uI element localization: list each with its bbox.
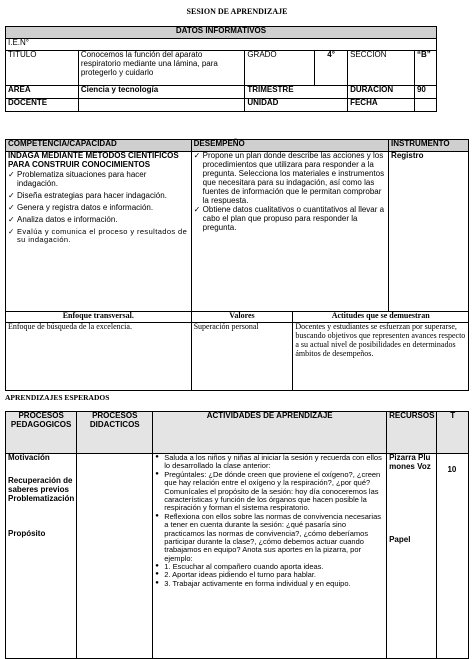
area-value: Ciencia y tecnología [78, 86, 244, 99]
duracion-label: DURACION [348, 86, 415, 99]
capacity-item: ✓ Genera y registra datos e información. [8, 204, 189, 213]
proceso-item: Motivación [8, 453, 50, 462]
actividad-item: ● Reflexiona con ellos sobre las normas de convivencia necesarias a tener en cuenta durante la sesión: ¿qué pasaría sino practicamos las normas de convivencia?, ¿cómo deberíamos participar durante la clase?, ¿cómo debemos actuar cuando trabajamos en equipo? Anota sus aportes en la pizarra, por ejemplo: [155, 513, 384, 563]
competencia-header: COMPETENCIA/CAPACIDAD [6, 140, 192, 152]
tiempo-cell [437, 454, 469, 659]
capacities-list [8, 171, 189, 245]
desempeno-cell [191, 152, 388, 312]
normas-list [155, 563, 384, 588]
page-title: SESION DE APRENDIZAJE [186, 7, 288, 16]
proceso-item: Problematización [8, 493, 75, 503]
actitudes-header: Actitudes que se demuestran [293, 312, 469, 323]
recursos-header: RECURSOS [387, 412, 437, 454]
duracion-value: 90 [414, 86, 436, 99]
actividad-item: ● Pregúntales: ¿De dónde creen que proviene el oxígeno?, ¿creen que hay relación entre el oxígeno y la respiración?, ¿por qué? Comunícales el propósito de la sesión: hoy día conoceremos las características y función de los órganos que hacen posible la respiración y forman el sistema respiratorio. [155, 471, 384, 513]
desempeno-list [194, 152, 386, 233]
norma-item: ● 3. Trabajar activamente en forma individual y en equipo. [155, 580, 384, 588]
actividades-list [155, 454, 384, 563]
valores-header: Valores [191, 312, 293, 323]
docente-value [78, 99, 244, 112]
capacity-item: ✓ Problematiza situaciones para hacer indagación. [8, 171, 189, 189]
desempeno-item: ✓ Propone un plan donde describe las acciones y los procedimientos que utilizara para responder a la pregunta. Selecciona los materiales e instrumentos que necesitara para su indagación, así como las fuentes de información que le permitan comprobar la respuesta. [194, 152, 386, 206]
aprendizajes-table [5, 411, 469, 659]
seccion-label: SECCION [348, 51, 415, 86]
valor-value: Superación personal [191, 323, 293, 391]
grado-value: 4° [315, 51, 348, 86]
procesos-didacticos-header: PROCESOS DIDACTICOS [77, 412, 153, 454]
section-title: DATOS INFORMATIVOS [6, 27, 437, 39]
tiempo-header: T [437, 412, 469, 454]
docente-label: DOCENTE [6, 99, 79, 112]
norma-item: ● 1. Escuchar al compañero cuando aporta ideas. [155, 563, 384, 571]
capacity-item: ✓ Analiza datos e información. [8, 216, 189, 225]
enfoque-value: Enfoque de búsqueda de la excelencia. [6, 323, 192, 391]
ie-label: I.E.N° [6, 39, 437, 51]
recursos-value: Pizarra Plumones Voz [389, 453, 431, 471]
actitud-value: Docentes y estudiantes se esfuerzan por superarse, buscando objetivos que representen avances respecto a su actual nivel de posibilidades en determinados ámbitos de desempeños. [293, 323, 469, 391]
seccion-value: “B” [414, 51, 436, 86]
competencia-main: INDAGA MEDIANTE METODOS CIENTIFICOS PARA CONSTRUIR CONOCIMIENTOS [8, 151, 179, 169]
actividades-header: ACTIVIDADES DE APRENDIZAJE [153, 412, 387, 454]
desempeno-header: DESEMPEÑO [191, 140, 388, 152]
tiempo-value: 10 [447, 465, 457, 474]
recursos-cell [387, 454, 437, 659]
procesos-cell [6, 454, 77, 659]
norma-item: ● 2. Aportar ideas pidiendo el turno para hablar. [155, 571, 384, 579]
competencia-table [5, 139, 469, 312]
procesos-pedagogicos-header: PROCESOS PEDAGOGICOS [6, 412, 77, 454]
titulo-label: TITULO [6, 51, 79, 86]
proceso-item: Propósito [8, 528, 46, 538]
didacticos-cell [77, 454, 153, 659]
desempeno-item: ✓ Obtiene datos cualitativos o cuantitativos al llevar a cabo el plan que propuso para responder la pregunta. [194, 206, 386, 233]
recursos-value-2: Papel [389, 534, 411, 544]
actividades-cell [153, 454, 387, 659]
grado-label: GRADO [245, 51, 315, 86]
area-label: AREA [6, 86, 79, 99]
aprendizajes-label: APRENDIZAJES ESPERADOS [5, 393, 110, 402]
titulo-value: Conocemos la función del aparato respiratorio mediante una lámina, para protegerlo y cuidarlo [78, 51, 244, 86]
fecha-value [414, 99, 436, 112]
proceso-item: Recuperación de saberes previos [8, 475, 73, 494]
unidad-label: UNIDAD [245, 99, 348, 112]
datos-informativos-table [5, 26, 437, 112]
capacity-item: ✓ Diseña estrategias para hacer indagación. [8, 192, 189, 201]
enfoque-header: Enfoque transversal. [6, 312, 192, 323]
trimestre-label: TRIMESTRE [245, 86, 348, 99]
valores-table [5, 311, 469, 391]
actividad-item: ● Saluda a los niños y niñas al iniciar la sesión y recuerda con ellos lo desarrollado la clase anterior: [155, 454, 384, 471]
competencia-cell [6, 152, 192, 312]
capacity-item: ✓ Evalúa y comunica el proceso y resultados de su indagación. [8, 228, 189, 245]
instrumento-value: Registro [389, 152, 469, 312]
instrumento-header: INSTRUMENTO [389, 140, 469, 152]
fecha-label: FECHA [348, 99, 415, 112]
